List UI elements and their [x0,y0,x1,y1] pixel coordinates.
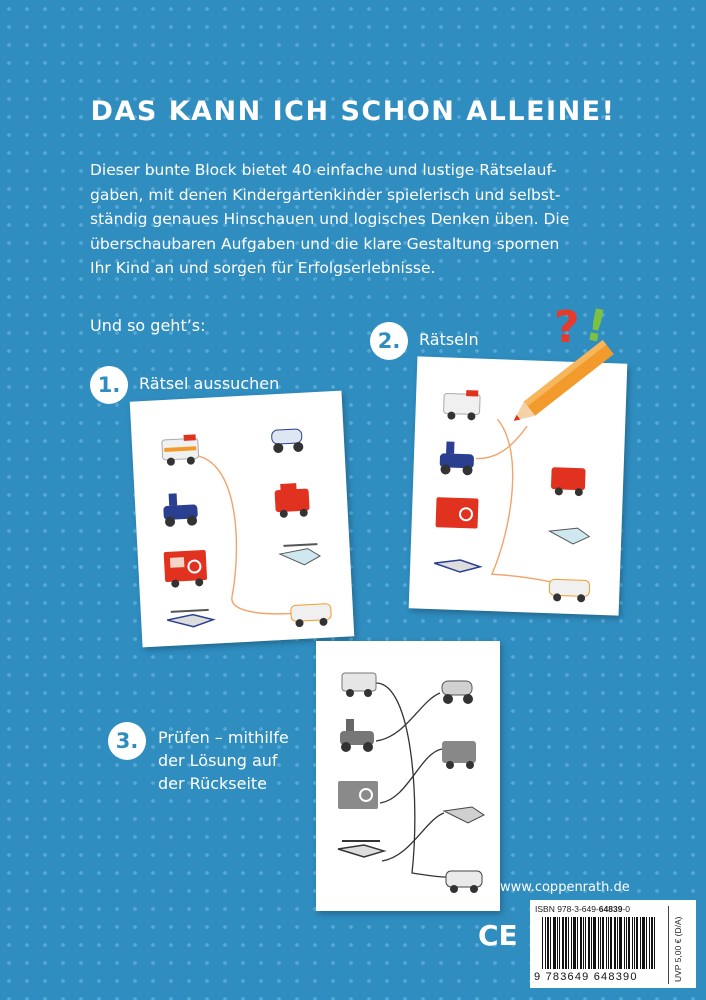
isbn-prefix: ISBN 978-3-649- [535,904,599,914]
match-line-icon [199,452,293,618]
police-car-icon [291,603,332,627]
fire-truck-icon [338,781,378,809]
isbn-suffix: -0 [622,904,630,914]
barcode-bar [628,917,630,969]
police-motorbike-icon [442,681,473,704]
match-line-icon [492,419,566,583]
barcode-bar [610,917,612,969]
fire-truck-icon [164,550,208,588]
step-3-badge: 3. [108,722,146,760]
police-motorbike-icon [163,492,199,527]
barcode-bar [577,917,578,969]
ambulance-icon [443,389,480,420]
barcode-bar [583,917,584,969]
barcode-bar [632,917,633,969]
barcode-bar [598,917,599,969]
intro-line: ständig genaues Hinschauen und logisches Denken üben. Die [90,210,570,228]
step-3-line: der Rückseite [158,774,268,793]
intro-line: gaben, mit denen Kindergartenkinder spielerisch und selbst- [90,185,561,204]
barcode-bar [624,917,625,969]
barcode-bar [565,917,567,969]
fire-car-icon [274,482,310,518]
barcode-bar [617,917,618,969]
barcode-bar [649,917,650,969]
barcode-bar [547,917,549,969]
barcode-bar [559,917,560,969]
exclamation-mark-icon: ! [580,299,612,354]
barcode-bar [593,917,596,969]
barcode-bar [654,917,655,969]
barcode-bar [600,917,601,969]
fire-truck-icon [436,497,479,528]
intro-line: Ihr Kind an und sorgen für Erfolgserlebnisse. [90,259,436,277]
barcode-bar [580,917,582,969]
barcode-bar [553,917,556,969]
barcode-bar [608,917,609,969]
barcode-bar [619,917,622,969]
barcode-bar [573,917,576,969]
barcode-bar [562,917,564,969]
ambulance-icon [342,673,376,697]
pencil-illustration [500,296,630,436]
police-motorbike-icon [340,719,374,752]
step-3-line: der Lösung auf [158,751,278,770]
barcode-bar [545,917,546,969]
police-motorbike-icon [271,429,303,454]
barcode-bar [636,917,638,969]
barcode-bars [542,917,660,969]
isbn-bold: 64839 [598,904,623,914]
intro-line: überschaubaren Aufgaben und die klare Gestaltung spornen [90,234,560,253]
intro-text [90,158,620,281]
fire-car-icon [551,467,586,496]
price-text: UVP 5,00 € (D/A) [673,916,683,982]
step-3-line: Prüfen – mithilfe [158,728,289,747]
rescue-helicopter-icon [444,807,484,823]
page-title: DAS KANN ICH SCHON ALLEINE! [90,96,616,127]
puzzle-card-solution [316,641,500,911]
barcode-bar [542,917,543,969]
match-line-icon [382,813,444,861]
fire-car-icon [442,741,476,769]
barcode-bar [614,917,616,969]
barcode-bar [634,917,635,969]
barcode-bar [571,917,572,969]
ce-mark: CE [478,919,518,952]
website[interactable]: www.coppenrath.de [500,880,630,895]
price-side [668,906,693,984]
step-1-badge: 1. [90,366,128,404]
barcode-bar [588,917,590,969]
police-helicopter-icon [338,841,384,857]
barcode-bar [642,917,645,969]
howto-heading: Und so geht’s: [90,316,206,335]
barcode-bar [640,917,641,969]
pencil-icon [508,340,614,428]
barcode-bar [626,917,627,969]
step-2-label: Rätseln [419,330,479,349]
police-car-icon [446,871,482,893]
isbn-text [535,904,630,914]
police-helicopter-icon [167,610,214,628]
step-1-label: Rätsel aussuchen [139,374,280,393]
police-car-icon [549,579,590,602]
step-3-label [158,726,289,795]
ambulance-icon [162,434,200,466]
step-2-badge: 2. [370,322,408,360]
barcode-bar [550,917,551,969]
puzzle-card-colored [130,391,355,648]
intro-line: Dieser bunte Block bietet 40 einfache und lustige Rätselauf- [90,161,557,179]
barcode-bar [602,917,604,969]
police-motorbike-icon [439,441,474,475]
barcode-bar [585,917,586,969]
barcode-bar [651,917,653,969]
rescue-helicopter-icon [279,544,320,566]
barcode-bar [606,917,607,969]
puzzle-card-illustration [316,641,500,911]
barcode-bar [646,917,647,969]
rescue-helicopter-icon [549,527,590,544]
barcode-bar [557,917,558,969]
barcode-box [530,900,696,988]
barcode-bar [591,917,592,969]
question-mark-icon: ? [554,302,580,353]
barcode-bar [568,917,569,969]
puzzle-card-illustration [130,391,355,648]
police-helicopter-icon [434,559,480,573]
ean-digits: 9 783649 648390 [534,971,638,983]
